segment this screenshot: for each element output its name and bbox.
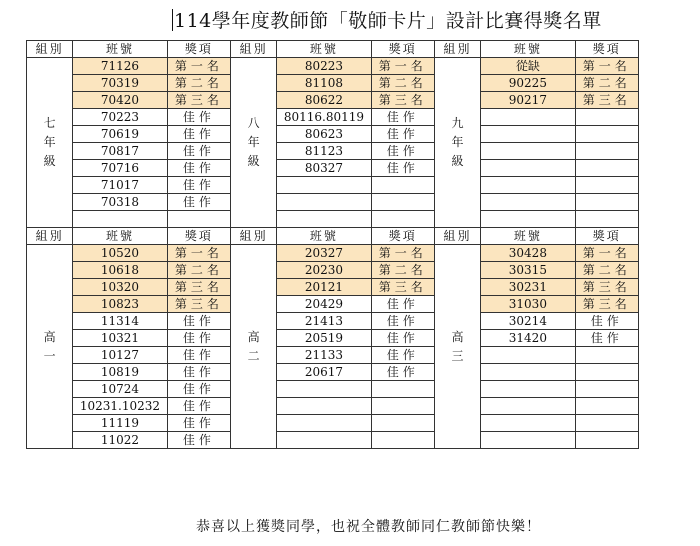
award-cell: 第三名 bbox=[167, 92, 230, 109]
award-cell bbox=[371, 381, 434, 398]
table-row bbox=[27, 296, 639, 313]
class-no-cell bbox=[277, 211, 371, 228]
class-no-cell: 10231.10232 bbox=[73, 398, 167, 415]
class-no-cell bbox=[481, 194, 575, 211]
award-cell: 第二名 bbox=[575, 75, 638, 92]
award-cell: 第一名 bbox=[575, 58, 638, 75]
class-no-cell: 70817 bbox=[73, 143, 167, 160]
header-group: 組別 bbox=[434, 41, 480, 58]
header-award: 獎項 bbox=[575, 228, 638, 245]
header-award: 獎項 bbox=[371, 228, 434, 245]
table-row bbox=[27, 126, 639, 143]
table-row bbox=[27, 75, 639, 92]
class-no-cell: 10321 bbox=[73, 330, 167, 347]
class-no-cell: 21133 bbox=[277, 347, 371, 364]
class-no-cell: 20121 bbox=[277, 279, 371, 296]
header-group: 組別 bbox=[230, 228, 276, 245]
table-row bbox=[27, 313, 639, 330]
table-row bbox=[27, 432, 639, 449]
table-row bbox=[27, 245, 639, 262]
group-label-text: 高三 bbox=[451, 329, 464, 363]
class-no-cell: 90217 bbox=[481, 92, 575, 109]
class-no-cell bbox=[481, 347, 575, 364]
award-cell bbox=[575, 177, 638, 194]
award-cell bbox=[575, 194, 638, 211]
group-label-text: 九年級 bbox=[451, 116, 464, 168]
award-cell bbox=[575, 364, 638, 381]
class-no-cell: 70319 bbox=[73, 75, 167, 92]
award-cell: 第二名 bbox=[575, 262, 638, 279]
award-cell bbox=[575, 143, 638, 160]
award-cell: 佳作 bbox=[371, 296, 434, 313]
class-no-cell: 80223 bbox=[277, 58, 371, 75]
group-label bbox=[434, 58, 480, 228]
group-label bbox=[230, 245, 276, 449]
class-no-cell bbox=[277, 381, 371, 398]
class-no-cell: 70420 bbox=[73, 92, 167, 109]
header-group: 組別 bbox=[27, 41, 73, 58]
table-row bbox=[27, 347, 639, 364]
award-cell bbox=[575, 347, 638, 364]
class-no-cell bbox=[481, 211, 575, 228]
award-cell: 第三名 bbox=[167, 279, 230, 296]
group-label-text: 七年級 bbox=[43, 116, 56, 168]
class-no-cell: 20429 bbox=[277, 296, 371, 313]
class-no-cell bbox=[481, 415, 575, 432]
class-no-cell bbox=[277, 398, 371, 415]
header-class-no: 班號 bbox=[277, 41, 371, 58]
header-group: 組別 bbox=[27, 228, 73, 245]
award-cell bbox=[371, 211, 434, 228]
header-award: 獎項 bbox=[167, 41, 230, 58]
award-cell: 第三名 bbox=[575, 296, 638, 313]
page-title-text: 114學年度教師節「敬師卡片」設計比賽得獎名單 bbox=[174, 10, 602, 32]
award-cell: 第三名 bbox=[167, 296, 230, 313]
class-no-cell: 81108 bbox=[277, 75, 371, 92]
class-no-cell: 81123 bbox=[277, 143, 371, 160]
class-no-cell bbox=[481, 398, 575, 415]
award-cell bbox=[575, 211, 638, 228]
award-cell: 佳作 bbox=[371, 313, 434, 330]
award-cell: 第一名 bbox=[167, 245, 230, 262]
table-row bbox=[27, 415, 639, 432]
class-no-cell: 20230 bbox=[277, 262, 371, 279]
class-no-cell: 20617 bbox=[277, 364, 371, 381]
header-row bbox=[27, 228, 639, 245]
class-no-cell: 10819 bbox=[73, 364, 167, 381]
award-cell: 佳作 bbox=[167, 330, 230, 347]
class-no-cell: 80623 bbox=[277, 126, 371, 143]
page-title bbox=[172, 8, 602, 34]
award-cell: 第二名 bbox=[371, 75, 434, 92]
award-cell: 第二名 bbox=[371, 262, 434, 279]
class-no-cell bbox=[481, 143, 575, 160]
header-award: 獎項 bbox=[575, 41, 638, 58]
award-cell: 第三名 bbox=[371, 279, 434, 296]
class-no-cell bbox=[481, 160, 575, 177]
award-cell bbox=[575, 432, 638, 449]
award-cell: 佳作 bbox=[167, 177, 230, 194]
award-cell: 佳作 bbox=[371, 347, 434, 364]
class-no-cell bbox=[277, 415, 371, 432]
junior-high-awards-table bbox=[26, 40, 639, 228]
award-cell: 佳作 bbox=[167, 194, 230, 211]
class-no-cell: 10127 bbox=[73, 347, 167, 364]
class-no-cell: 10520 bbox=[73, 245, 167, 262]
class-no-cell bbox=[481, 381, 575, 398]
class-no-cell: 20327 bbox=[277, 245, 371, 262]
award-cell: 佳作 bbox=[167, 364, 230, 381]
class-no-cell: 31030 bbox=[481, 296, 575, 313]
header-class-no: 班號 bbox=[277, 228, 371, 245]
award-cell bbox=[575, 160, 638, 177]
table-row bbox=[27, 177, 639, 194]
class-no-cell: 30428 bbox=[481, 245, 575, 262]
class-no-cell: 20519 bbox=[277, 330, 371, 347]
class-no-cell: 70223 bbox=[73, 109, 167, 126]
header-award: 獎項 bbox=[167, 228, 230, 245]
class-no-cell: 10320 bbox=[73, 279, 167, 296]
table-row bbox=[27, 160, 639, 177]
award-cell: 佳作 bbox=[575, 313, 638, 330]
award-cell: 佳作 bbox=[167, 313, 230, 330]
award-cell: 佳作 bbox=[167, 109, 230, 126]
class-no-cell bbox=[73, 211, 167, 228]
award-cell: 第一名 bbox=[371, 245, 434, 262]
class-no-cell: 11119 bbox=[73, 415, 167, 432]
award-cell: 佳作 bbox=[371, 109, 434, 126]
class-no-cell: 11022 bbox=[73, 432, 167, 449]
table-row bbox=[27, 194, 639, 211]
senior-high-awards-table bbox=[26, 227, 639, 449]
header-group: 組別 bbox=[230, 41, 276, 58]
table-row bbox=[27, 364, 639, 381]
award-cell: 佳作 bbox=[167, 126, 230, 143]
table-row bbox=[27, 143, 639, 160]
award-cell: 佳作 bbox=[167, 160, 230, 177]
award-cell: 佳作 bbox=[167, 432, 230, 449]
award-cell: 佳作 bbox=[371, 160, 434, 177]
group-label-text: 八年級 bbox=[247, 116, 260, 168]
class-no-cell bbox=[277, 194, 371, 211]
class-no-cell: 10724 bbox=[73, 381, 167, 398]
award-cell: 佳作 bbox=[371, 126, 434, 143]
table-row bbox=[27, 279, 639, 296]
group-label bbox=[27, 245, 73, 449]
class-no-cell: 從缺 bbox=[481, 58, 575, 75]
group-label bbox=[27, 58, 73, 228]
award-cell: 佳作 bbox=[167, 347, 230, 364]
award-cell: 第三名 bbox=[575, 279, 638, 296]
table-row bbox=[27, 262, 639, 279]
award-cell: 佳作 bbox=[371, 364, 434, 381]
award-cell: 佳作 bbox=[371, 330, 434, 347]
class-no-cell: 80327 bbox=[277, 160, 371, 177]
header-row bbox=[27, 41, 639, 58]
award-cell: 佳作 bbox=[371, 143, 434, 160]
class-no-cell: 80116.80119 bbox=[277, 109, 371, 126]
class-no-cell: 71017 bbox=[73, 177, 167, 194]
award-cell: 第二名 bbox=[167, 262, 230, 279]
award-cell: 佳作 bbox=[167, 415, 230, 432]
award-cell bbox=[575, 109, 638, 126]
congratulations-note: 恭喜以上獲獎同學，也祝全體教師同仁教師節快樂！ bbox=[196, 519, 541, 535]
class-no-cell bbox=[277, 177, 371, 194]
class-no-cell: 90225 bbox=[481, 75, 575, 92]
award-cell bbox=[371, 194, 434, 211]
award-cell: 佳作 bbox=[575, 330, 638, 347]
class-no-cell: 70619 bbox=[73, 126, 167, 143]
award-cell bbox=[371, 415, 434, 432]
group-label bbox=[230, 58, 276, 228]
award-cell: 第一名 bbox=[371, 58, 434, 75]
award-cell: 第三名 bbox=[371, 92, 434, 109]
class-no-cell bbox=[481, 177, 575, 194]
class-no-cell: 10618 bbox=[73, 262, 167, 279]
award-cell: 第一名 bbox=[575, 245, 638, 262]
class-no-cell: 30214 bbox=[481, 313, 575, 330]
award-cell bbox=[371, 398, 434, 415]
table-row bbox=[27, 211, 639, 228]
table-row bbox=[27, 398, 639, 415]
class-no-cell: 80622 bbox=[277, 92, 371, 109]
class-no-cell bbox=[481, 109, 575, 126]
class-no-cell: 10823 bbox=[73, 296, 167, 313]
award-cell bbox=[575, 126, 638, 143]
class-no-cell bbox=[277, 432, 371, 449]
class-no-cell bbox=[481, 126, 575, 143]
award-cell bbox=[167, 211, 230, 228]
award-cell: 佳作 bbox=[167, 381, 230, 398]
award-cell: 第一名 bbox=[167, 58, 230, 75]
table-row bbox=[27, 381, 639, 398]
table-row bbox=[27, 330, 639, 347]
class-no-cell: 11314 bbox=[73, 313, 167, 330]
group-label bbox=[434, 245, 480, 449]
class-no-cell bbox=[481, 364, 575, 381]
class-no-cell: 30231 bbox=[481, 279, 575, 296]
award-cell: 第三名 bbox=[575, 92, 638, 109]
award-cell: 佳作 bbox=[167, 143, 230, 160]
award-cell: 佳作 bbox=[167, 398, 230, 415]
table-row bbox=[27, 109, 639, 126]
header-class-no: 班號 bbox=[481, 41, 575, 58]
class-no-cell: 21413 bbox=[277, 313, 371, 330]
class-no-cell: 31420 bbox=[481, 330, 575, 347]
award-cell bbox=[575, 398, 638, 415]
award-cell: 第二名 bbox=[167, 75, 230, 92]
class-no-cell: 30315 bbox=[481, 262, 575, 279]
title-bar-mark bbox=[172, 9, 173, 31]
class-no-cell: 70318 bbox=[73, 194, 167, 211]
header-class-no: 班號 bbox=[73, 41, 167, 58]
table-row bbox=[27, 92, 639, 109]
award-cell bbox=[575, 415, 638, 432]
header-group: 組別 bbox=[434, 228, 480, 245]
table-row bbox=[27, 58, 639, 75]
header-award: 獎項 bbox=[371, 41, 434, 58]
class-no-cell: 71126 bbox=[73, 58, 167, 75]
class-no-cell: 70716 bbox=[73, 160, 167, 177]
header-class-no: 班號 bbox=[73, 228, 167, 245]
award-cell bbox=[575, 381, 638, 398]
class-no-cell bbox=[481, 432, 575, 449]
group-label-text: 高一 bbox=[43, 329, 56, 363]
group-label-text: 高二 bbox=[247, 329, 260, 363]
award-cell bbox=[371, 432, 434, 449]
award-cell bbox=[371, 177, 434, 194]
header-class-no: 班號 bbox=[481, 228, 575, 245]
